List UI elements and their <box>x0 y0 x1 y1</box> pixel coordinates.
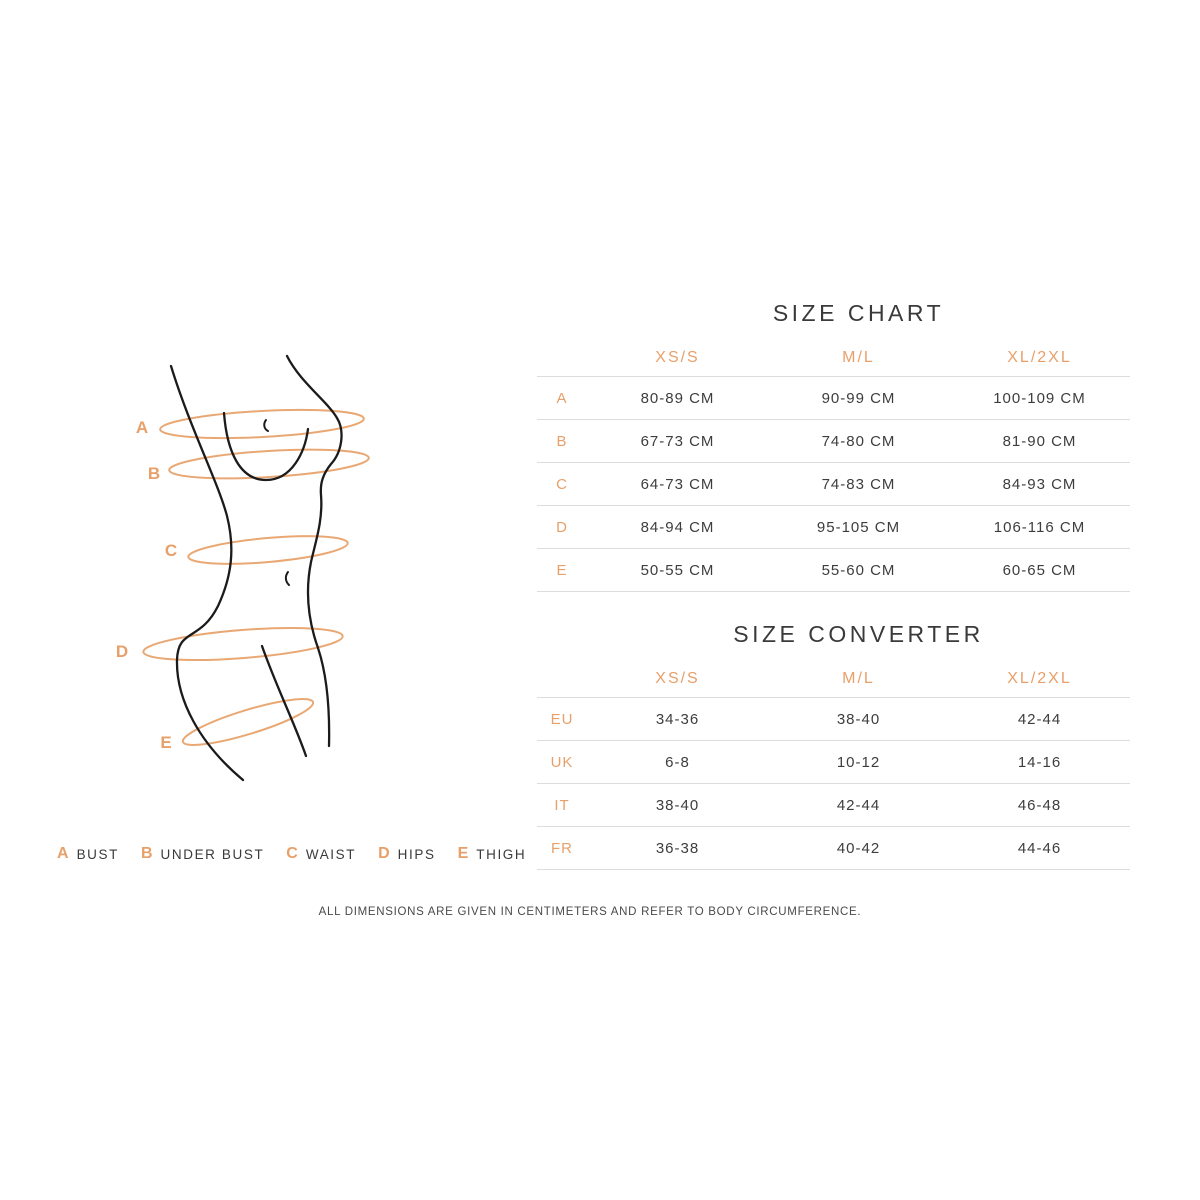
back-contour-line <box>171 366 243 780</box>
table-row <box>537 548 1130 592</box>
legend-key: A <box>57 845 69 862</box>
legend-key: E <box>457 845 469 862</box>
cell-value: 74-80 CM <box>821 432 896 450</box>
cell-value: 40-42 <box>836 839 881 857</box>
cell-value: 60-65 CM <box>1002 561 1077 579</box>
row-label: E <box>556 561 568 579</box>
column-header-ml: M/L <box>842 349 875 366</box>
row-label-uk: UK <box>550 753 574 771</box>
cell-value: 38-40 <box>836 710 881 728</box>
legend-label: BUST <box>76 846 119 862</box>
cell-value: 55-60 CM <box>821 561 896 579</box>
size-converter-title: SIZE CONVERTER <box>733 621 984 647</box>
measurement-legend <box>57 845 526 863</box>
row-label: A <box>556 389 568 407</box>
table-row <box>537 419 1130 462</box>
table-row <box>537 826 1130 870</box>
size-chart-title: SIZE CHART <box>772 300 945 326</box>
row-label: D <box>556 518 568 536</box>
table-row <box>537 462 1130 505</box>
row-label: C <box>556 475 568 493</box>
cell-value: 34-36 <box>655 710 700 728</box>
cell-value: 67-73 CM <box>640 432 715 450</box>
row-label: B <box>556 432 568 450</box>
figure-marker-a: A <box>135 418 149 437</box>
cell-value: 95-105 CM <box>816 518 901 536</box>
legend-item-hips <box>378 845 435 863</box>
cell-value: 42-44 <box>836 796 881 814</box>
cell-value: 38-40 <box>655 796 700 814</box>
cell-value: 64-73 CM <box>640 475 715 493</box>
cell-value: 80-89 CM <box>640 389 715 407</box>
cell-value: 44-46 <box>1017 839 1062 857</box>
column-header-xss: XS/S <box>655 349 700 366</box>
table-row <box>537 697 1130 740</box>
row-label-fr: FR <box>551 839 573 857</box>
figure-marker-c: C <box>164 541 178 560</box>
cell-value: 84-93 CM <box>1002 475 1077 493</box>
cell-value: 42-44 <box>1017 710 1062 728</box>
body-measurement-figure <box>100 330 445 820</box>
inner-thigh-line <box>262 646 306 756</box>
hips-measure-ellipse <box>142 622 344 666</box>
legend-key: B <box>140 845 153 862</box>
legend-key: C <box>286 845 298 862</box>
cell-value: 6-8 <box>665 753 690 771</box>
legend-key: D <box>378 845 390 862</box>
column-header-xl2xl: XL/2XL <box>1007 349 1072 366</box>
legend-label: UNDER BUST <box>160 846 265 862</box>
cell-value: 46-48 <box>1017 796 1062 814</box>
size-converter-header-row <box>537 661 1130 697</box>
breast-line <box>224 413 308 480</box>
legend-item-bust <box>57 845 119 863</box>
cell-value: 74-83 CM <box>821 475 896 493</box>
legend-item-thigh <box>458 845 527 863</box>
table-row <box>537 505 1130 548</box>
size-chart-section <box>537 300 1130 592</box>
cell-value: 50-55 CM <box>640 561 715 579</box>
cell-value: 106-116 CM <box>993 518 1086 536</box>
cell-value: 10-12 <box>836 753 881 771</box>
legend-label: HIPS <box>397 846 436 862</box>
table-row <box>537 740 1130 783</box>
cell-value: 100-109 CM <box>993 389 1086 407</box>
waist-measure-ellipse <box>187 531 348 569</box>
figure-marker-b: B <box>147 464 161 483</box>
column-header-ml: M/L <box>842 670 875 687</box>
legend-label: THIGH <box>476 846 527 862</box>
column-header-xss: XS/S <box>655 670 700 687</box>
legend-item-waist <box>286 845 356 863</box>
thigh-measure-ellipse <box>179 691 316 754</box>
dimensions-footnote: ALL DIMENSIONS ARE GIVEN IN CENTIMETERS AND REFER TO BODY CIRCUMFERENCE. <box>318 906 862 918</box>
cell-value: 90-99 CM <box>821 389 896 407</box>
table-row <box>537 376 1130 419</box>
nipple-mark <box>264 420 268 431</box>
legend-item-under-bust <box>141 845 264 863</box>
cell-value: 36-38 <box>655 839 700 857</box>
size-converter-section <box>537 621 1130 870</box>
navel-mark <box>286 572 289 585</box>
cell-value: 84-94 CM <box>640 518 715 536</box>
row-label-it: IT <box>554 796 570 814</box>
figure-marker-d: D <box>115 642 129 661</box>
bust-measure-ellipse <box>159 406 364 443</box>
row-label-eu: EU <box>550 710 574 728</box>
cell-value: 14-16 <box>1017 753 1062 771</box>
figure-marker-e: E <box>160 733 172 752</box>
size-chart-header-row <box>537 340 1130 376</box>
column-header-xl2xl: XL/2XL <box>1007 670 1072 687</box>
cell-value: 81-90 CM <box>1002 432 1077 450</box>
table-row <box>537 783 1130 826</box>
legend-label: WAIST <box>305 846 357 862</box>
body-outline <box>171 356 342 780</box>
